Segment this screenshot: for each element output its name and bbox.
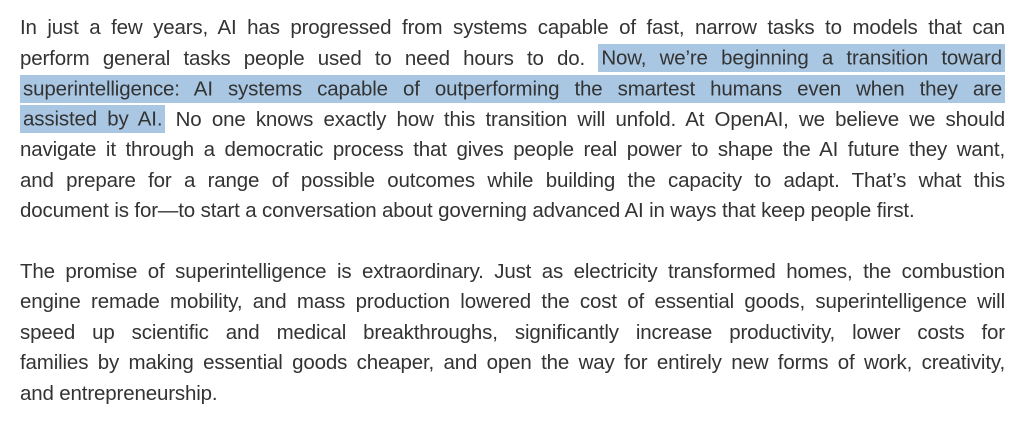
text-segment: speed up scientific and medical breakthroughs, significantly increase productivity, lower costs for	[20, 320, 1005, 344]
text-segment: document is for—to start a conversation about governing advanced AI in ways that keep people first.	[20, 199, 915, 222]
text-line	[20, 135, 1005, 166]
text-line	[20, 105, 1005, 136]
text-line	[20, 196, 1005, 227]
text-segment: perform general tasks people used to need hours to do.	[20, 46, 599, 70]
text-line	[20, 13, 1005, 44]
highlighted-text: Now, we’re beginning a transition toward	[598, 44, 1005, 72]
text-line	[20, 74, 1005, 105]
text-line	[20, 44, 1005, 75]
text-line	[20, 379, 1005, 410]
text-line	[20, 318, 1005, 349]
text-segment: navigate it through a democratic process that gives people real power to shape the AI future they want,	[20, 138, 1005, 161]
text-line	[20, 287, 1005, 318]
highlighted-text: assisted by AI.	[20, 105, 165, 133]
text-segment: engine remade mobility, and mass production lowered the cost of essential goods, superintelligence will	[20, 290, 1005, 313]
text-segment: and prepare for a range of possible outcomes while building the capacity to adapt. That’s what this	[20, 168, 1005, 192]
text-segment: No one knows exactly how this transition will unfold. At OpenAI, we believe we should	[165, 107, 1005, 131]
text-line	[20, 166, 1005, 197]
text-segment: In just a few years, AI has progressed from systems capable of fast, narrow tasks to models that can	[20, 16, 1005, 39]
paragraph	[20, 13, 1005, 227]
text-line	[20, 257, 1005, 288]
text-segment: families by making essential goods cheaper, and open the way for entirely new forms of work, creativity,	[20, 351, 1005, 374]
text-segment: and entrepreneurship.	[20, 381, 218, 405]
highlighted-text: superintelligence: AI systems capable of outperforming the smartest humans even when they are	[20, 75, 1005, 103]
paragraph	[20, 257, 1005, 410]
text-segment: The promise of superintelligence is extraordinary. Just as electricity transformed homes, the combustion	[20, 259, 1005, 283]
text-line	[20, 348, 1005, 379]
document-body	[20, 13, 1005, 409]
